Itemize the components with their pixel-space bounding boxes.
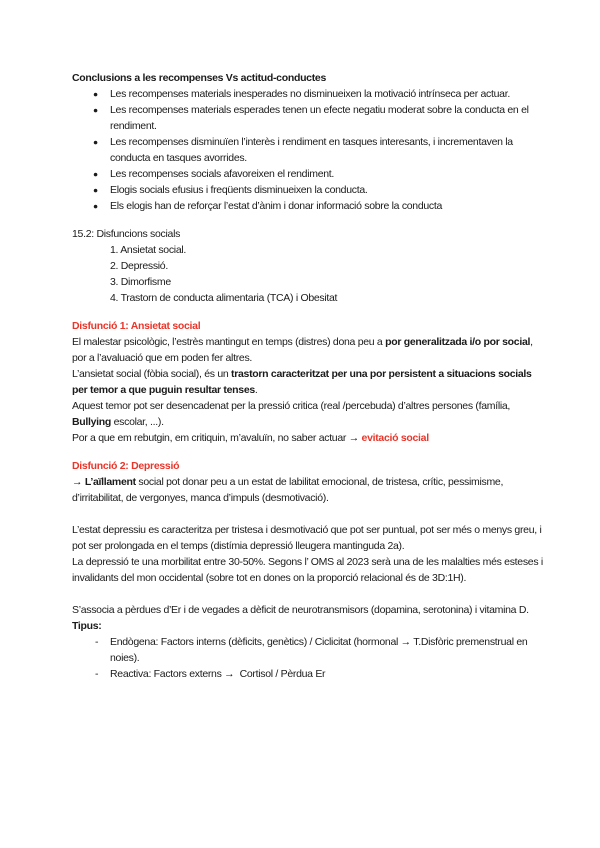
text-segment-bold: por generalitzada i/o por social [385, 336, 531, 348]
dysfunction2-paragraph-2: L’estat depressiu es caracteritza per tristesa i desmotivació que pot ser puntual, pot ser més o menys greu, i pot ser prolongada en el temps (distímia depressió lleugera mantinguda 2a). [72, 524, 545, 552]
conclusions-title: Conclusions a les recompenses Vs actitud-conductes [72, 72, 326, 84]
text-segment-bold: Bullying [72, 416, 112, 428]
bullet-item: ● Les recompenses materials esperades tenen un efecte negatiu moderat sobre la conducta en el rendiment. [72, 102, 544, 134]
text-segment: , por a l’avaluació que em poden fer altres. [72, 336, 536, 364]
dysfunction1-paragraph-4 [72, 430, 544, 446]
spacer [72, 446, 544, 458]
bullet-item: ● Les recompenses disminuïen l’interès i rendiment en tasques interesants, i incrementaven la conducta en tasques avorrides. [72, 134, 544, 166]
bullet-item: ● Les recompenses socials afavoreixen el rendiment. [72, 166, 544, 182]
text-segment: social pot donar peu a un estat de labilitat emocional, de tristesa, crític, pessimisme, d’irritabilitat, de vergonyes, manca d’impuls (desmotivació). [72, 476, 506, 504]
dysfunction1-paragraph-2 [72, 366, 544, 398]
spacer [72, 214, 544, 226]
text-segment: escolar, ...). [111, 416, 164, 428]
numbered-item: 2. Depressió. [110, 260, 168, 272]
spacer [72, 306, 544, 318]
text-segment: . [254, 384, 258, 396]
types-label: Tipus: [72, 620, 102, 632]
dysfunction1-heading: Disfunció 1: Ansietat social [72, 320, 201, 332]
dash-item: - Reactiva: Factors externs → Cortisol / Pèrdua Er [72, 666, 544, 682]
dysfunction1-paragraph-1 [72, 334, 544, 366]
text-segment-bold: L’aïllament [84, 476, 136, 488]
dysfunction2-paragraph-4: S’associa a pèrdues d’Er i de vegades a dèficit de neurotransmisors (dopamina, serotonina) i vitamina D. [72, 604, 529, 616]
dysfunction2-paragraph-1 [72, 474, 544, 506]
dysfunction2-paragraph-3: La depressió te una morbilitat entre 30-50%. Segons l’ OMS al 2023 serà una de les malalties més esteses i invalidants del mon occidental (sobre tot en dones on la proporció relacional és de 3D:1H). [72, 556, 546, 584]
section-heading: 15.2: Disfuncions socials [72, 228, 181, 240]
conclusions-bullet-list [72, 86, 544, 214]
numbered-item: 4. Trastorn de conducta alimentaria (TCA) i Obesitat [110, 292, 338, 304]
dysfunctions-numbered-list [72, 242, 544, 306]
spacer [72, 506, 544, 522]
text-segment-bold-red: evitació social [361, 432, 429, 444]
numbered-item: 1. Ansietat social. [110, 244, 187, 256]
dysfunction1-paragraph-3 [72, 398, 544, 430]
numbered-item: 3. Dimorfisme [110, 276, 171, 288]
depression-types-list [72, 634, 544, 682]
text-segment: L’ansietat social (fòbia social), és un [72, 368, 232, 380]
bullet-item: ● Els elogis han de reforçar l’estat d’ànim i donar informació sobre la conducta [72, 198, 544, 214]
text-segment: → [72, 476, 85, 488]
dash-item: - Endògena: Factors interns (dèficits, genètics) / Ciclicitat (hormonal → T.Disfòric premenstrual en noies). [72, 634, 544, 666]
text-segment: Por a que em rebutgin, em critiquin, m’avaluïn, no saber actuar → [72, 432, 362, 444]
spacer [72, 586, 544, 602]
bullet-item: ● Les recompenses materials inesperades no disminueixen la motivació intrínseca per actuar. [72, 86, 544, 102]
text-segment-bold: trastorn caracteritzat per una por persistent a situacions socials per temor a que puguin resultar tenses [72, 368, 535, 396]
dysfunction2-heading: Disfunció 2: Depressió [72, 460, 180, 472]
text-segment: Aquest temor pot ser desencadenat per la pressió critica (real /percebuda) d’altres persones (família, [72, 400, 513, 412]
text-segment: El malestar psicològic, l’estrès mantingut en temps (distres) dona peu a [72, 336, 386, 348]
bullet-item: ● Elogis socials efusius i freqüents disminueixen la conducta. [72, 182, 544, 198]
